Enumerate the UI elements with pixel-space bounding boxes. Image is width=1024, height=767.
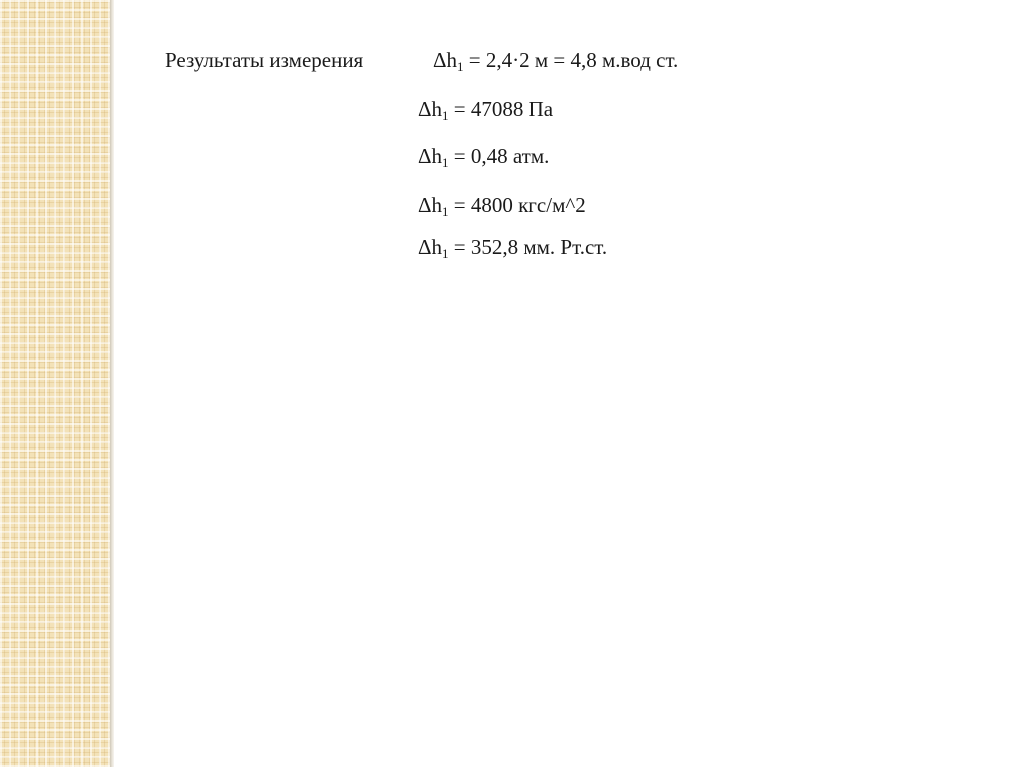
- delta-h-symbol: Δh: [418, 144, 443, 168]
- subscript: 1: [442, 108, 449, 123]
- subscript: 1: [442, 155, 449, 170]
- result-row-5: [418, 234, 607, 267]
- result-expression: = 4800 кгс/м^2: [448, 193, 586, 217]
- results-label: Результаты измерения: [165, 48, 364, 72]
- subscript: 1: [442, 204, 449, 219]
- result-expression: = 2,4·2 м = 4,8 м.вод ст.: [463, 48, 679, 72]
- delta-h-symbol: Δh: [418, 235, 443, 259]
- delta-h-symbol: Δh: [418, 193, 443, 217]
- result-row-4: [418, 192, 586, 225]
- result-expression: = 352,8 мм. Рт.ст.: [448, 235, 608, 259]
- result-expression: = 0,48 атм.: [448, 144, 550, 168]
- result-row-3: [418, 143, 549, 176]
- subscript: 1: [442, 246, 449, 261]
- result-expression: = 47088 Па: [448, 97, 554, 121]
- result-row-1: [433, 47, 678, 80]
- decorative-side-panel: [0, 0, 110, 767]
- side-divider: [110, 0, 114, 767]
- delta-h-symbol: Δh: [433, 48, 458, 72]
- result-row-2: [418, 96, 553, 129]
- subscript: 1: [457, 59, 464, 74]
- delta-h-symbol: Δh: [418, 97, 443, 121]
